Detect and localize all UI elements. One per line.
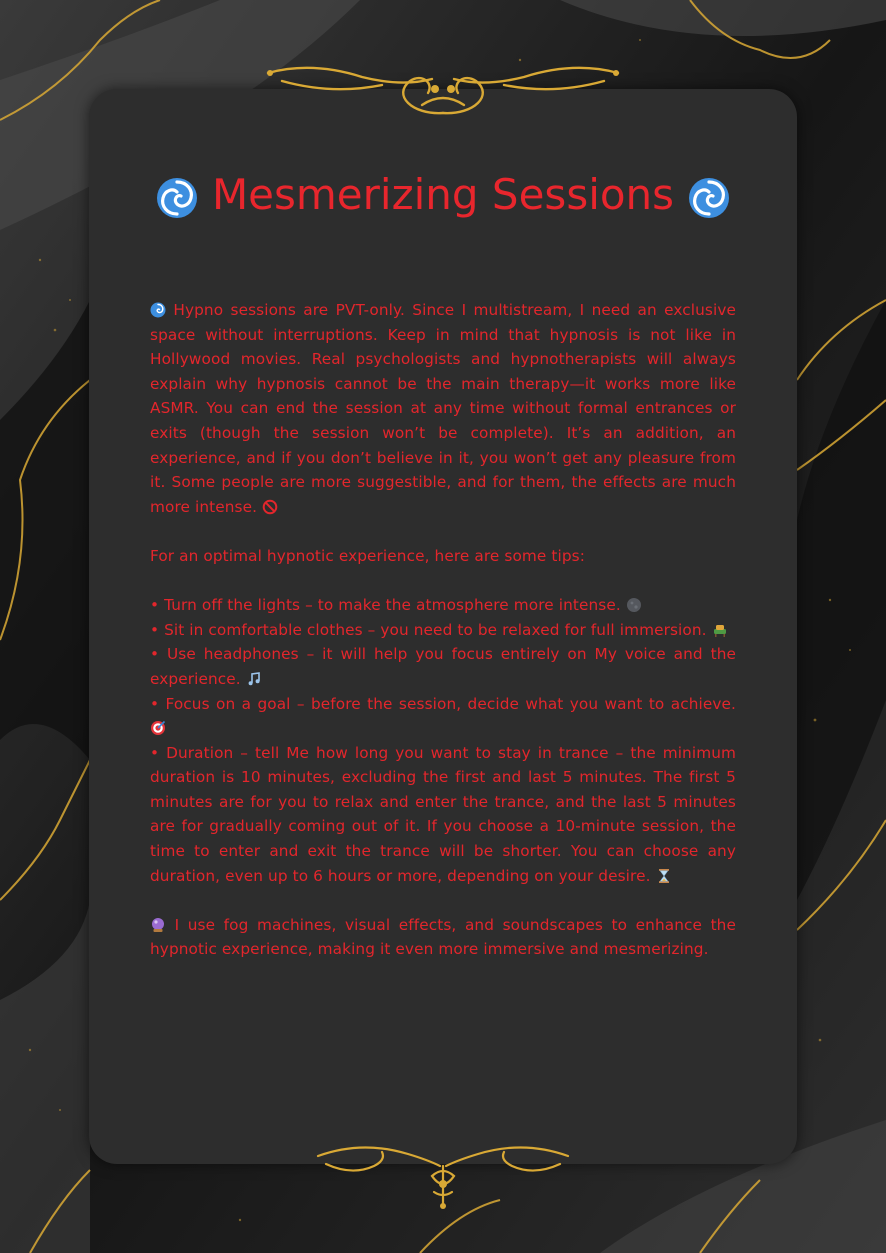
tip-item: • Sit in comfortable clothes – you need to be relaxed for full immersion.	[150, 618, 736, 643]
crystal-ball-icon	[150, 917, 166, 933]
closing-paragraph	[150, 913, 736, 962]
music-note-icon	[246, 671, 262, 687]
cyclone-icon	[150, 302, 166, 318]
tip-item: • Turn off the lights – to make the atmosphere more intense.	[150, 593, 736, 618]
new-moon-icon	[626, 597, 642, 613]
title-text: Mesmerizing Sessions	[211, 170, 675, 219]
page-title	[89, 166, 797, 224]
intro-text: Hypno sessions are PVT-only. Since I multistream, I need an exclusive space without interruptions. Keep in mind that hypnosis is not like in Hollywood movies. Real psychologists and hypnotherapists will always explain why hypnosis cannot be the main therapy—it works more like ASMR. You can end the session at any time without formal entrances or exits (though the session won’t be complete). It’s an addition, an experience, and if you don’t believe in it, you won’t get any pleasure from it. Some people are more suggestible, and for them, the effects are much more intense.	[150, 301, 737, 516]
intro-paragraph	[150, 298, 736, 519]
prohibited-icon	[262, 499, 278, 515]
target-icon	[150, 720, 166, 736]
bottom-ornament	[312, 1136, 574, 1212]
tip-item: • Duration – tell Me how long you want to stay in trance – the minimum duration is 10 minutes, excluding the first and last 5 minutes. The first 5 minutes are for you to relax and enter the trance, and the last 5 minutes are for gradually coming out of it. If you choose a 10-minute session, the time to enter and exit the trance will be shorter. You can choose any duration, even up to 6 hours or more, depending on your desire.	[150, 743, 736, 885]
couch-icon	[712, 622, 728, 638]
top-ornament	[262, 55, 624, 125]
cyclone-icon	[155, 176, 199, 220]
hourglass-icon	[656, 868, 672, 884]
tips-heading: For an optimal hypnotic experience, here are some tips:	[150, 546, 585, 565]
closing-text: I use fog machines, visual effects, and soundscapes to enhance the hypnotic experience, making it even more immersive and mesmerizing.	[150, 915, 736, 959]
tip-item: • Focus on a goal – before the session, decide what you want to achieve.	[150, 692, 736, 741]
body-text	[150, 298, 736, 962]
tip-item: • Use headphones – it will help you focus entirely on My voice and the experience.	[150, 645, 736, 688]
cyclone-icon	[687, 176, 731, 220]
